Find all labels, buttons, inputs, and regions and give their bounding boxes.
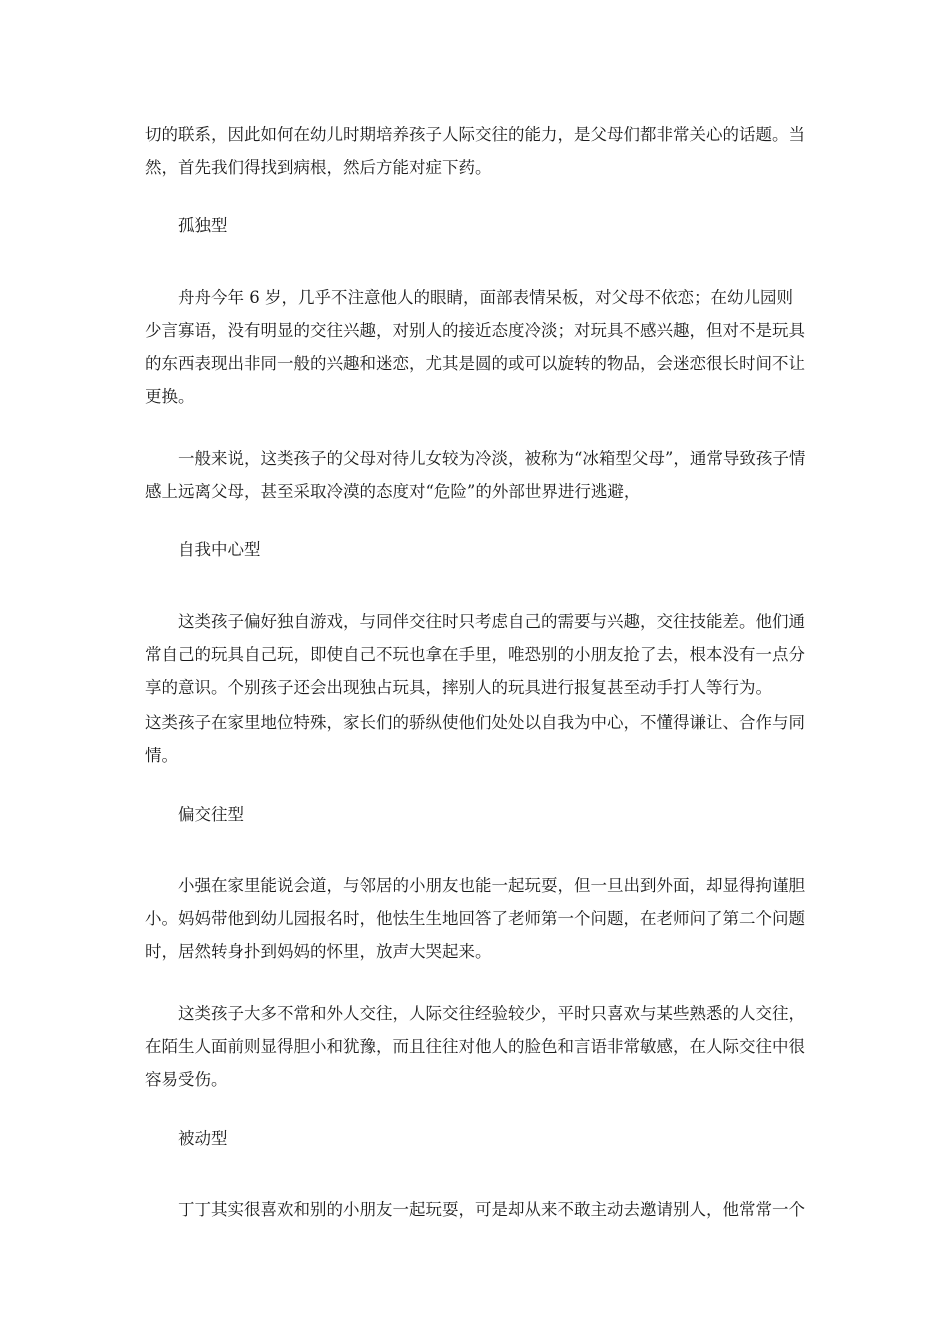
paragraph-line: 丁丁其实很喜欢和别的小朋友一起玩耍，可是却从来不敢主动去邀请别人，他常常一个 [178, 1200, 805, 1219]
paragraph-line: 这类孩子偏好独自游戏，与同伴交往时只考虑自己的需要与兴趣，交往技能差。他们通 [178, 612, 805, 631]
paragraph-line: 更换。 [145, 387, 195, 406]
paragraph-line: 小强在家里能说会道，与邻居的小朋友也能一起玩耍，但一旦出到外面，却显得拘谨胆 [178, 876, 805, 895]
paragraph-line: 小。妈妈带他到幼儿园报名时，他怯生生地回答了老师第一个问题，在老师问了第二个问题 [145, 909, 805, 928]
paragraph-line: 舟舟今年 6 岁，几乎不注意他人的眼睛，面部表情呆板，对父母不依恋；在幼儿园则 [178, 288, 793, 307]
section-heading: 孤独型 [178, 216, 228, 235]
paragraph-line: 这类孩子在家里地位特殊，家长们的骄纵使他们处处以自我为中心，不懂得谦让、合作与同 [145, 713, 805, 732]
section-heading: 自我中心型 [178, 540, 261, 559]
paragraph-line: 这类孩子大多不常和外人交往，人际交往经验较少，平时只喜欢与某些熟悉的人交往， [178, 1004, 805, 1023]
paragraph-line: 时，居然转身扑到妈妈的怀里，放声大哭起来。 [145, 942, 492, 961]
paragraph-line: 少言寡语，没有明显的交往兴趣，对别人的接近态度冷淡；对玩具不感兴趣，但对不是玩具 [145, 321, 805, 340]
paragraph-line: 的东西表现出非同一般的兴趣和迷恋，尤其是圆的或可以旋转的物品，会迷恋很长时间不让 [145, 354, 805, 373]
paragraph-line: 切的联系，因此如何在幼儿时期培养孩子人际交往的能力，是父母们都非常关心的话题。当 [145, 125, 805, 144]
paragraph-line: 在陌生人面前则显得胆小和犹豫，而且往往对他人的脸色和言语非常敏感，在人际交往中很 [145, 1037, 805, 1056]
paragraph-line: 感上远离父母，甚至采取冷漠的态度对“危险”的外部世界进行逃避， [145, 482, 641, 501]
paragraph-line: 常自己的玩具自己玩，即使自己不玩也拿在手里，唯恐别的小朋友抢了去，根本没有一点分 [145, 645, 805, 664]
paragraph-line: 容易受伤。 [145, 1070, 228, 1089]
paragraph-line: 一般来说，这类孩子的父母对待儿女较为冷淡，被称为“冰箱型父母”，通常导致孩子情 [178, 449, 806, 468]
section-heading: 偏交往型 [178, 805, 244, 824]
paragraph-line: 享的意识。个别孩子还会出现独占玩具，摔别人的玩具进行报复甚至动手打人等行为。 [145, 678, 772, 697]
paragraph-line: 然，首先我们得找到病根，然后方能对症下药。 [145, 158, 492, 177]
section-heading: 被动型 [178, 1129, 228, 1148]
paragraph-line: 情。 [145, 746, 178, 765]
